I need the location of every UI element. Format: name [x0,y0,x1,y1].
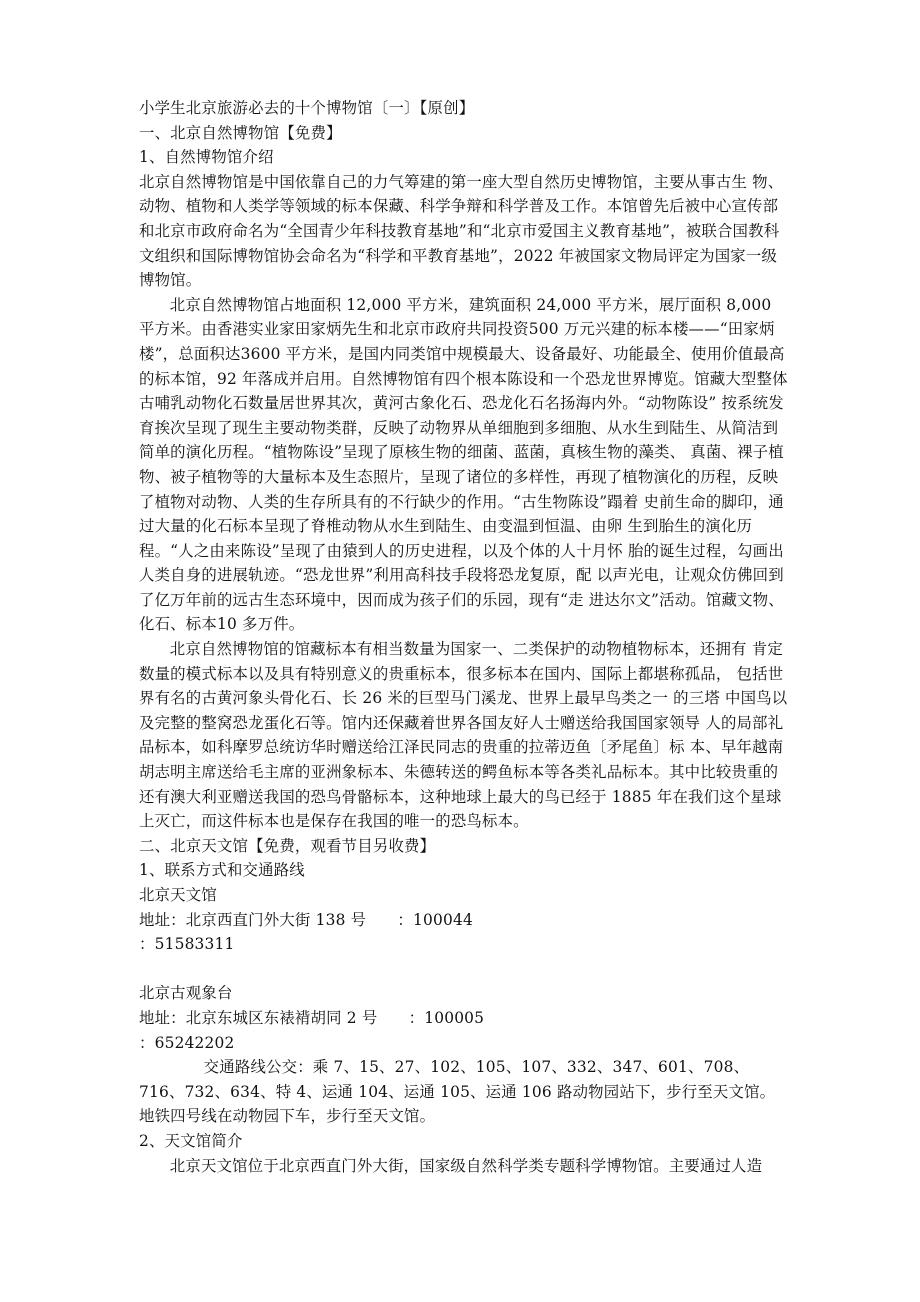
subheading-museum-intro: 1、自然博物馆介绍 [139,148,274,167]
subheading-contact-and-transport: 1、联系方式和交通路线 [139,861,305,880]
document-body [139,96,789,1178]
paragraph-planetarium-intro: 北京天文馆位于北京西直门外大街，国家级自然科学类专题科学博物馆。主要通过人造 [169,1156,763,1175]
observatory-name: 北京古观象台 [139,984,233,1003]
subheading-planetarium-intro: 2、天文馆简介 [139,1131,243,1150]
observatory-phone: ：65242202 [139,1033,235,1052]
planetarium-address: 地址：北京西直门外大街 138 号 ：100044 [139,910,473,929]
section-heading-natural-history-museum: 一、北京自然博物馆【免费】 [139,123,342,142]
document-title: 小学生北京旅游必去的十个博物馆〔一〕【原创】 [139,99,475,117]
observatory-address: 地址：北京东城区东裱褙胡同 2 号 ：100005 [139,1008,485,1027]
subway-route-info: 地铁四号线在动物园下车，步行至天文馆。 [139,1107,436,1126]
paragraph-museum-collections: 北京自然博物馆的馆藏标本有相当数量为国家一、二类保护的动物植物标本，还拥有 肯定数量的模式标本以及具有特别意义的贵重标本，很多标本在国内、国际上都堪称孤品， 包括世界有名的古黄河象头骨化石、长 26 米的巨型马门溪龙、世界上最早鸟类之一 的三塔 中国鸟以及完整的整窝恐龙蛋化石等。馆内还保藏着世界各国友好人士赠送给我国国家领导 人的局部礼品标本，如科摩罗总统访华时赠送给江泽民同志的贵重的拉蒂迈鱼〔矛尾鱼〕标 本、早年越南胡志明主席送给毛主席的亚洲象标本、朱德转送的鳄鱼标本等各类礼品标本。其中比较贵重的还有澳大利亚赠送我国的恐鸟骨骼标本，这种地球上最大的鸟已经于 1885 年在我们这个星球上灭亡，而这件标本也是保存在我国的唯一的恐鸟标本。 [139,640,788,831]
bus-route-info: 交通路线公交：乘 7、15、27、102、105、107、332、347、601、708、716、732、634、特 4、运通 104、运通 105、运通 106 路动物园站下，步行至天文馆。 [139,1058,776,1101]
planetarium-phone: ：51583311 [139,935,235,954]
paragraph-museum-overview: 北京自然博物馆是中国依靠自己的力气筹建的第一座大型自然历史博物馆，主要从事古生 物、动物、植物和人类学等领域的标本保藏、科学争辩和科学普及工作。本馆曾先后被中心宣传部和北京市政府命名为“全国青少年科技教育基地”和“北京市爱国主义教育基地”，被联合国教科文组织和国际博物馆协会命名为“科学和平教育基地”，2022 年被国家文物局评定为国家一级博物馆。 [139,172,784,290]
planetarium-name: 北京天文馆 [139,886,217,904]
paragraph-museum-facilities: 北京自然博物馆占地面积 12,000 平方米，建筑面积 24,000 平方米，展厅面积 8,000 平方米。由香港实业家田家炳先生和北京市政府共同投资500 万元兴建的标本楼——“田家炳楼”，总面积达3600 平方米，是国内同类馆中规模最大、设备最好、功能最全、使用价值最高的标本馆，92 年落成并启用。自然博物馆有四个根本陈设和一个恐龙世界博览。馆藏大型整体古哺乳动物化石数量居世界其次，黄河古象化石、恐龙化石名扬海内外。“动物陈设” 按系统发育挨次呈现了现生主要动物类群，反映了动物界从单细胞到多细胞、从水生到陆生、从简洁到简单的演化历程。“植物陈设”呈现了原核生物的细菌、蓝菌，真核生物的藻类、 真菌、裸子植物、被子植物等的大量标本及生态照片，呈现了诸位的多样性，再现了植物演化的历程，反映了植物对动物、人类的生存所具有的不行缺少的作用。“古生物陈设”蹋着 史前生命的脚印，通过大量的化石标本呈现了脊椎动物从水生到陆生、由变温到恒温、由卵 生到胎生的演化历程。“人之由来陈设”呈现了由猿到人的历史进程，以及个体的人十月怀 胎的诞生过程，勾画出人类自身的进展轨迹。“恐龙世界”利用高科技手段将恐龙复原，配 以声光电，让观众仿佛回到了亿万年前的远古生态环境中，因而成为孩子们的乐园，现有“走 进达尔文”活动。馆藏文物、化石、标本10 多万件。 [139,295,788,634]
section-heading-planetarium: 二、北京天文馆【免费，观看节目另收费】 [139,836,436,855]
blank-line [139,957,789,982]
